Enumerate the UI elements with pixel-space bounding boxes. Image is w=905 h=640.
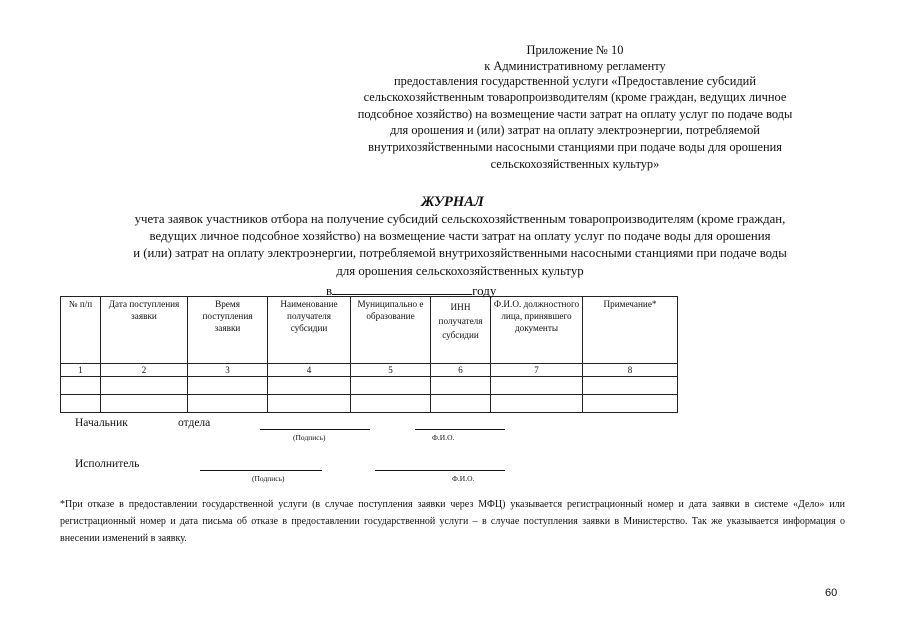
column-header: ИНН получателя субсидии: [431, 297, 491, 364]
column-header: Дата поступления заявки: [101, 297, 188, 364]
table-cell: [491, 377, 583, 395]
journal-line: и (или) затрат на оплату электроэнергии, потребляемой внутрихозяйственными насосными станциями при подаче воды: [133, 246, 787, 261]
appendix-line: к Административному регламенту: [484, 58, 666, 73]
column-header: Муниципально е образование: [351, 297, 431, 364]
executor-name-caption: Ф.И.О.: [452, 474, 475, 483]
table-number-row: [61, 364, 678, 377]
journal-line: ведущих личное подсобное хозяйство) на возмещение части затрат на оплату услуг по подаче воды для орошения: [149, 229, 771, 244]
table-cell: [101, 395, 188, 413]
year-suffix: году: [472, 283, 497, 298]
year-blank: [332, 283, 472, 295]
chief-signature-caption: (Подпись): [293, 433, 326, 442]
column-number: 2: [101, 364, 188, 377]
appendix-line: подсобное хозяйство) на возмещение части затрат на оплату услуг по подаче воды: [357, 106, 793, 121]
page-number: 60: [825, 587, 838, 599]
appendix-line: для орошения и (или) затрат на оплату электроэнергии, потребляемой: [390, 123, 760, 138]
column-header: Ф.И.О. должностного лица, принявшего документы: [491, 297, 583, 364]
column-number: 4: [268, 364, 351, 377]
table-cell: [188, 395, 268, 413]
table-row: [61, 377, 678, 395]
executor-signature-line: [200, 470, 322, 471]
table-cell: [491, 395, 583, 413]
department-label: отдела: [178, 417, 211, 429]
year-prefix: в: [326, 283, 333, 298]
table-header-row: [61, 297, 678, 364]
appendix-line: сельскохозяйственным товаропроизводителям (кроме граждан, ведущих личное: [363, 90, 787, 105]
table-cell: [61, 377, 101, 395]
table-cell: [188, 377, 268, 395]
table-cell: [268, 377, 351, 395]
table-cell: [431, 395, 491, 413]
chief-label: Начальник: [75, 417, 128, 429]
column-header: Примечание*: [583, 297, 678, 364]
column-number: 1: [61, 364, 101, 377]
table-cell: [268, 395, 351, 413]
executor-signature-caption: (Подпись): [252, 474, 285, 483]
appendix-line: предоставления государственной услуги «Предоставление субсидий: [394, 73, 756, 88]
footnote: *При отказе в предоставлении государственной услуги (в случае поступления заявки через МФЦ) указывается регистрационный номер и дата заявки в системе «Дело» или регистрационный номер и дата письма об отказе в предоставлении государственной услуги – в случае поступления заявки в Министерство. Так же указывается информация о внесении изменений в заявку.: [60, 499, 845, 545]
journal-table: [60, 296, 678, 413]
table-cell: [431, 377, 491, 395]
journal-line: для орошения сельскохозяйственных культур: [336, 263, 584, 278]
table-row: [61, 395, 678, 413]
table-cell: [351, 395, 431, 413]
table-cell: [61, 395, 101, 413]
column-number: 3: [188, 364, 268, 377]
journal-subtitle: [40, 211, 880, 280]
appendix-header: [300, 42, 850, 172]
appendix-title: Приложение № 10: [526, 43, 624, 57]
journal-line: учета заявок участников отбора на получение субсидий сельскохозяйственным товаропроизводителям (кроме граждан,: [134, 212, 786, 226]
column-number: 8: [583, 364, 678, 377]
column-header: № п/п: [61, 297, 101, 364]
executor-label: Исполнитель: [75, 458, 140, 470]
table-cell: [583, 377, 678, 395]
column-header: Наименование получателя субсидии: [268, 297, 351, 364]
table-cell: [101, 377, 188, 395]
table-cell: [351, 377, 431, 395]
chief-name-caption: Ф.И.О.: [432, 433, 455, 442]
journal-title: ЖУРНАЛ: [421, 194, 484, 210]
executor-name-line: [375, 470, 505, 471]
column-number: 5: [351, 364, 431, 377]
appendix-line: сельскохозяйственных культур»: [490, 156, 660, 171]
chief-name-line: [415, 429, 505, 430]
table-cell: [583, 395, 678, 413]
chief-signature-line: [260, 429, 370, 430]
column-number: 6: [431, 364, 491, 377]
column-header: Время поступления заявки: [188, 297, 268, 364]
column-number: 7: [491, 364, 583, 377]
appendix-line: внутрихозяйственными насосными станциями при подаче воды для орошения: [368, 139, 782, 154]
